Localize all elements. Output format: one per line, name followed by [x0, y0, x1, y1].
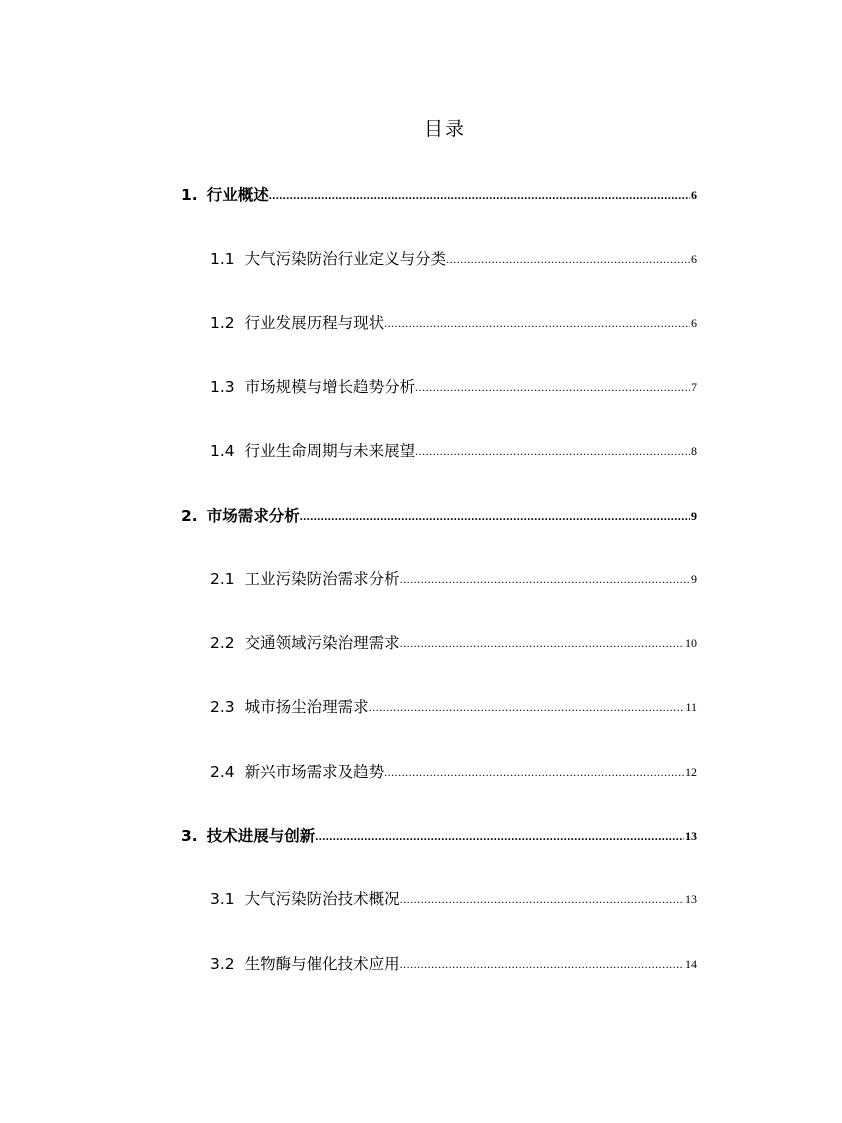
toc-page-number: 13: [685, 829, 697, 843]
toc-entry-3[interactable]: [181, 824, 697, 846]
toc-entry-title: 行业概述: [206, 186, 269, 204]
toc-dot-leader: [415, 443, 690, 459]
toc-entry-1-4[interactable]: [210, 439, 697, 461]
toc-page-number: 6: [691, 188, 697, 202]
toc-entry-number: 2.3: [210, 698, 235, 716]
toc-dot-leader: [400, 571, 690, 587]
toc-entry-2-1[interactable]: [210, 567, 697, 589]
toc-entry-number: 3.2: [210, 955, 235, 973]
toc-entry-title: 市场需求分析: [206, 507, 300, 525]
toc-entry-number: 1.1: [210, 250, 235, 268]
toc-page-number: 13: [685, 892, 697, 906]
toc-entry-number: 3.: [181, 827, 198, 845]
toc-page-number: 6: [691, 252, 697, 266]
toc-dot-leader: [446, 251, 690, 267]
toc-entry-number: 3.1: [210, 890, 235, 908]
toc-entry-2-3[interactable]: [210, 695, 697, 717]
toc-entry-3-2[interactable]: [210, 952, 697, 974]
toc-dot-leader: [315, 828, 684, 844]
toc-entry-title: 交通领域污染治理需求: [244, 634, 400, 652]
toc-dot-leader: [300, 508, 690, 524]
toc-entry-number: 2.2: [210, 634, 235, 652]
toc-entry-title: 行业生命周期与未来展望: [244, 442, 416, 460]
toc-entry-2-2[interactable]: [210, 631, 697, 653]
toc-entry-title: 城市扬尘治理需求: [244, 698, 369, 716]
toc-entry-title: 市场规模与增长趋势分析: [244, 378, 416, 396]
toc-title: 目录: [423, 118, 466, 140]
toc-entry-title: 生物酶与催化技术应用: [244, 955, 400, 973]
toc-page-number: 9: [691, 509, 697, 523]
toc-entry-number: 2.1: [210, 570, 235, 588]
toc-entry-number: 2.4: [210, 763, 235, 781]
toc-entry-title: 大气污染防治行业定义与分类: [244, 250, 447, 268]
toc-page-number: 6: [691, 316, 697, 330]
toc-entry-2[interactable]: [181, 504, 697, 526]
toc-entry-1-3[interactable]: [210, 375, 697, 397]
toc-page-number: 9: [691, 572, 697, 586]
toc-entry-title: 新兴市场需求及趋势: [244, 763, 385, 781]
toc-dot-leader: [400, 891, 684, 907]
toc-page-number: 7: [691, 380, 697, 394]
toc-dot-leader: [400, 635, 684, 651]
toc-page-number: 11: [685, 700, 697, 714]
toc-entry-1[interactable]: [181, 183, 697, 205]
toc-entry-title: 技术进展与创新: [206, 827, 316, 845]
toc-entry-3-1[interactable]: [210, 887, 697, 909]
toc-entry-title: 工业污染防治需求分析: [244, 570, 400, 588]
toc-dot-leader: [384, 764, 684, 780]
toc-dot-leader: [269, 187, 690, 203]
toc-entry-title: 行业发展历程与现状: [244, 314, 385, 332]
toc-entry-2-4[interactable]: [210, 760, 697, 782]
toc-entry-number: 1.4: [210, 442, 235, 460]
toc-entry-number: 2.: [181, 507, 198, 525]
toc-entry-title: 大气污染防治技术概况: [244, 890, 400, 908]
toc-page-number: 12: [685, 765, 697, 779]
toc-dot-leader: [400, 956, 684, 972]
toc-dot-leader: [415, 379, 690, 395]
toc-entry-1-2[interactable]: [210, 311, 697, 333]
toc-entry-number: 1.2: [210, 314, 235, 332]
toc-entry-number: 1.3: [210, 378, 235, 396]
toc-dot-leader: [384, 315, 690, 331]
toc-page-number: 10: [685, 636, 697, 650]
toc-page-number: 14: [685, 957, 697, 971]
toc-dot-leader: [369, 699, 685, 715]
toc-page-number: 8: [691, 444, 697, 458]
toc-entry-number: 1.: [181, 186, 198, 204]
toc-entry-1-1[interactable]: [210, 247, 697, 269]
